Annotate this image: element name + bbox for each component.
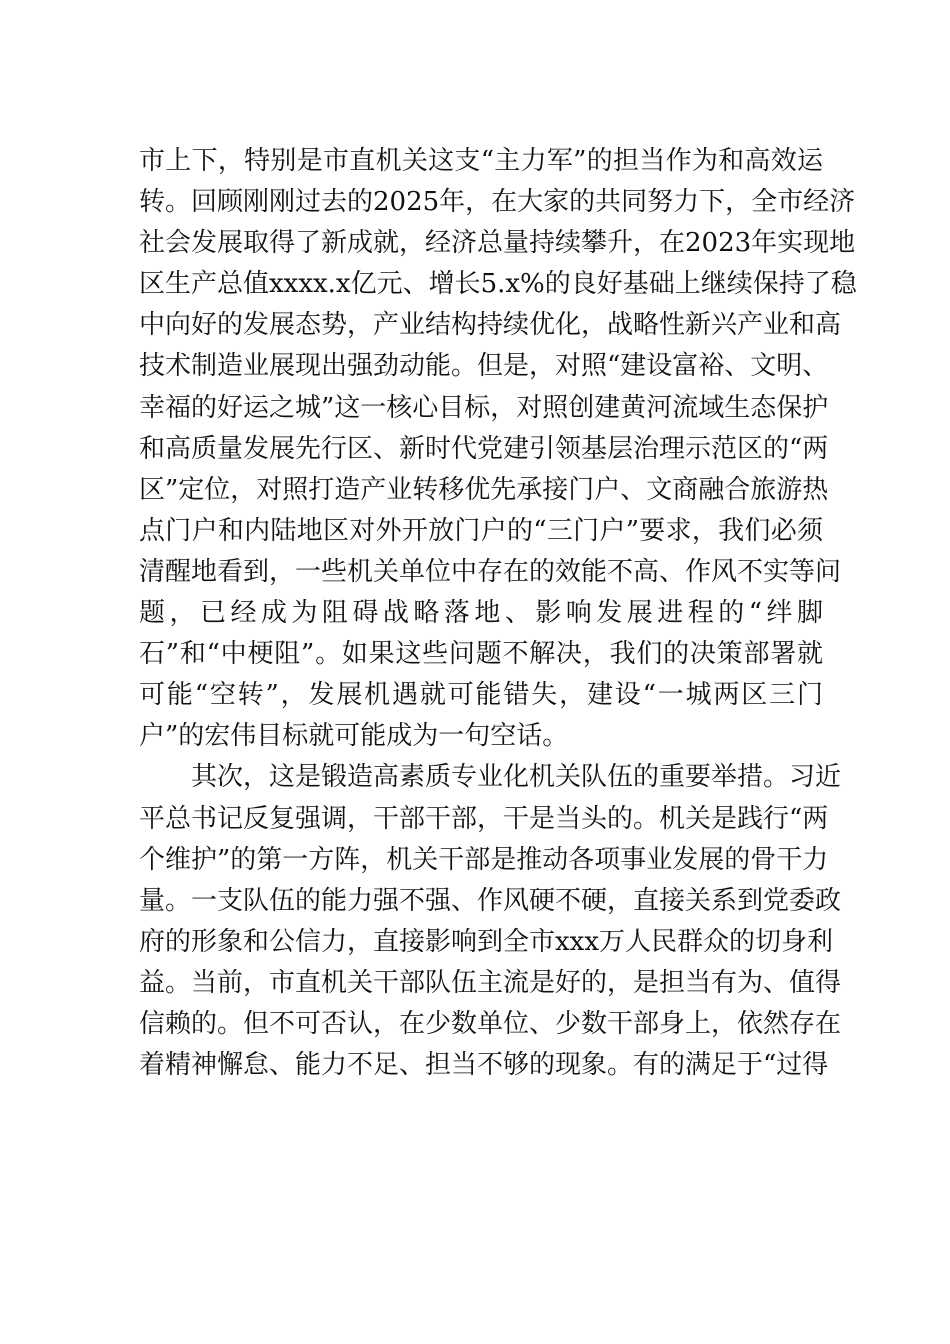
text-line: 区生产总值xxxx.x亿元、增长5.x%的良好基础上继续保持了稳: [139, 269, 857, 300]
text-line: 其次，这是锻造高素质专业化机关队伍的重要举措。习近: [191, 762, 842, 793]
text-line: 清醒地看到，一些机关单位中存在的效能不高、作风不实等问: [139, 556, 842, 587]
text-line: 府的形象和公信力，直接影响到全市xxx万人民群众的切身利: [139, 926, 833, 957]
text-line: 着精神懈怠、能力不足、担当不够的现象。有的满足于“过得: [139, 1050, 829, 1081]
text-line: 技术制造业展现出强劲动能。但是，对照“建设富裕、文明、: [139, 351, 829, 382]
text-line: 量。一支队伍的能力强不强、作风硬不硬，直接关系到党委政: [139, 885, 842, 916]
text-line: 户”的宏伟目标就可能成为一句空话。: [139, 721, 569, 752]
text-line: 个维护”的第一方阵，机关干部是推动各项事业发展的骨干力: [139, 844, 829, 875]
text-line: 社会发展取得了新成就，经济总量持续攀升，在2023年实现地: [139, 228, 856, 259]
text-line: 题，已经成为阻碍战略落地、影响发展进程的“绊脚: [139, 598, 823, 629]
text-line: 市上下，特别是市直机关这支“主力军”的担当作为和高效运: [139, 146, 823, 176]
text-line: 石”和“中梗阻”。如果这些问题不解决，我们的决策部署就: [139, 639, 823, 670]
text-line: 转。回顾刚刚过去的2025年，在大家的共同努力下，全市经济: [139, 187, 856, 218]
text-line: 中向好的发展态势，产业结构持续优化，战略性新兴产业和高: [139, 310, 842, 341]
text-line: 平总书记反复强调，干部干部，干是当头的。机关是践行“两: [139, 803, 829, 834]
text-line: 益。当前，市直机关干部队伍主流是好的，是担当有为、值得: [139, 967, 842, 998]
text-line: 信赖的。但不可否认，在少数单位、少数干部身上，依然存在: [139, 1008, 842, 1039]
body-text: [139, 141, 857, 1086]
text-line: 和高质量发展先行区、新时代党建引领基层治理示范区的“两: [139, 433, 829, 464]
text-line: 幸福的好运之城”这一核心目标，对照创建黄河流域生态保护: [139, 392, 829, 423]
text-line: 点门户和内陆地区对外开放门户的“三门户”要求，我们必须: [139, 515, 823, 546]
text-line: 区”定位，对照打造产业转移优先承接门户、文商融合旅游热: [139, 474, 829, 505]
text-line: 可能“空转”，发展机遇就可能错失，建设“一城两区三门: [139, 680, 823, 711]
